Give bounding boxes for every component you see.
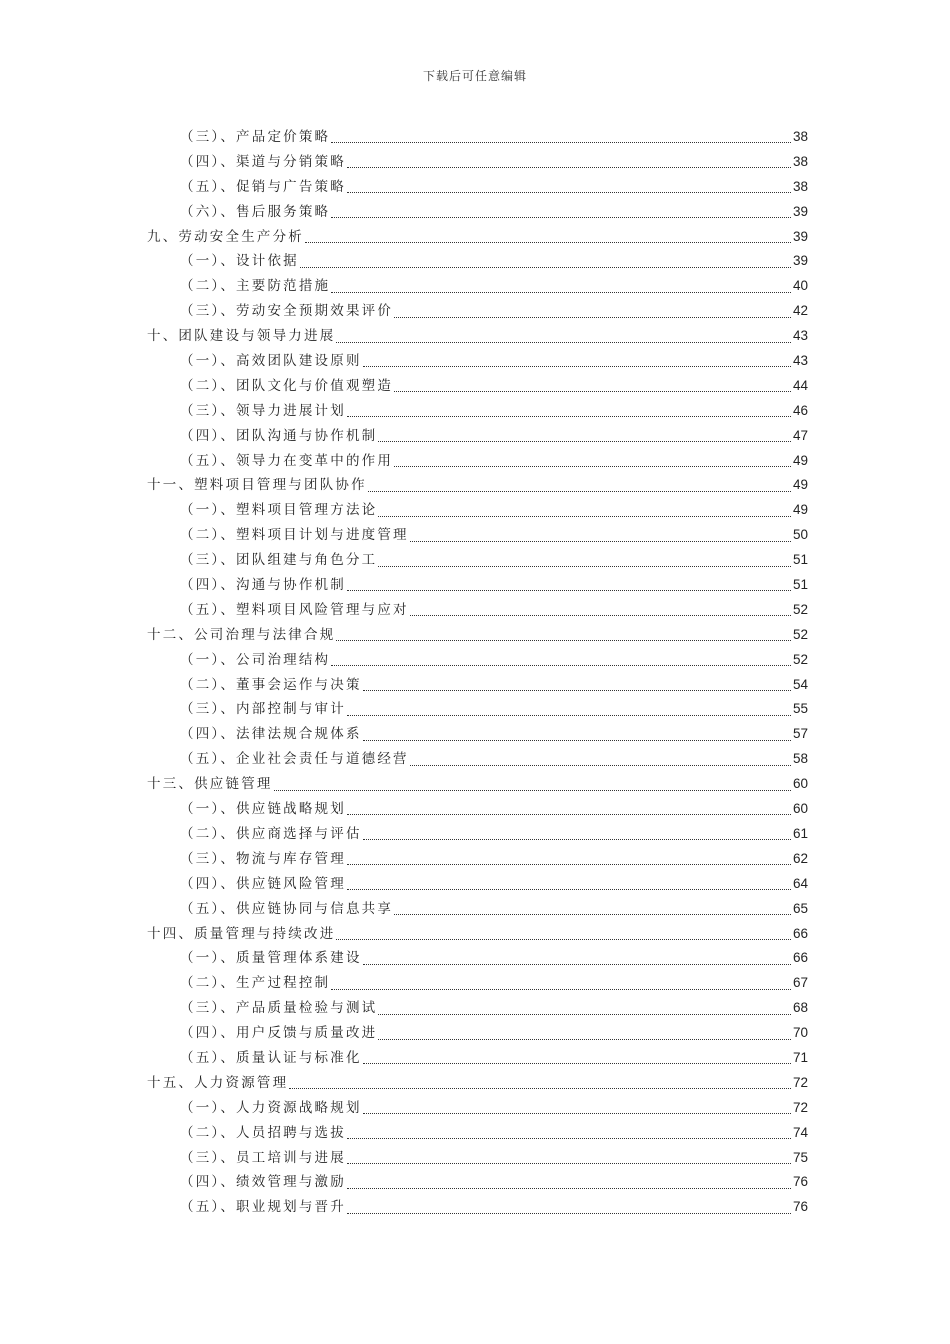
toc-entry-title: （三）、物流与库存管理 — [180, 850, 346, 867]
toc-section-entry[interactable] — [180, 150, 808, 175]
toc-entry-title: （四）、法律法规合规体系 — [180, 726, 362, 743]
toc-entry-title: （四）、绩效管理与激励 — [180, 1174, 346, 1191]
toc-section-entry[interactable] — [180, 498, 808, 523]
toc-dot-leader — [336, 639, 791, 641]
toc-section-entry[interactable] — [180, 648, 808, 673]
toc-entry-title: （二）、团队文化与价值观塑造 — [180, 377, 394, 394]
toc-entry-title: （四）、用户反馈与质量改进 — [180, 1025, 378, 1042]
table-of-contents — [0, 125, 950, 1220]
toc-dot-leader — [336, 938, 791, 940]
toc-entry-title: （一）、设计依据 — [180, 253, 299, 270]
toc-dot-leader — [331, 988, 791, 990]
toc-section-entry[interactable] — [180, 872, 808, 897]
toc-entry-page-number: 72 — [792, 1074, 808, 1090]
toc-section-entry[interactable] — [180, 399, 808, 424]
toc-section-entry[interactable] — [180, 747, 808, 772]
toc-entry-title: （五）、领导力在变革中的作用 — [180, 452, 394, 469]
toc-entry-page-number: 76 — [792, 1199, 808, 1215]
toc-entry-title: （三）、团队组建与角色分工 — [180, 552, 378, 569]
toc-dot-leader — [331, 141, 791, 143]
toc-entry-title: （一）、质量管理体系建设 — [180, 950, 362, 967]
toc-entry-title: 十、团队建设与领导力进展 — [147, 328, 336, 345]
toc-entry-title: （五）、供应链协同与信息共享 — [180, 900, 394, 917]
toc-section-entry[interactable] — [180, 822, 808, 847]
toc-entry-page-number: 51 — [792, 577, 808, 593]
toc-dot-leader — [363, 689, 791, 691]
toc-section-entry[interactable] — [180, 1195, 808, 1220]
toc-dot-leader — [347, 1212, 791, 1214]
toc-chapter-entry[interactable] — [147, 324, 808, 349]
toc-entry-page-number: 55 — [792, 701, 808, 717]
toc-dot-leader — [336, 341, 791, 343]
toc-section-entry[interactable] — [180, 548, 808, 573]
toc-section-entry[interactable] — [180, 573, 808, 598]
toc-dot-leader — [394, 465, 791, 467]
toc-dot-leader — [378, 1038, 791, 1040]
toc-entry-title: （三）、员工培训与进展 — [180, 1149, 346, 1166]
toc-entry-title: （三）、产品定价策略 — [180, 129, 331, 145]
toc-entry-title: （三）、产品质量检验与测试 — [180, 1000, 378, 1017]
toc-entry-title: （二）、董事会运作与决策 — [180, 676, 362, 693]
toc-section-entry[interactable] — [180, 1121, 808, 1146]
toc-entry-title: （一）、人力资源战略规划 — [180, 1099, 362, 1116]
toc-entry-page-number: 64 — [792, 875, 808, 891]
toc-section-entry[interactable] — [180, 349, 808, 374]
toc-section-entry[interactable] — [180, 996, 808, 1021]
toc-entry-page-number: 47 — [792, 427, 808, 443]
toc-entry-page-number: 50 — [792, 527, 808, 543]
toc-section-entry[interactable] — [180, 697, 808, 722]
toc-entry-page-number: 49 — [792, 502, 808, 518]
toc-entry-title: （二）、生产过程控制 — [180, 975, 331, 992]
toc-entry-title: 十四、质量管理与持续改进 — [147, 925, 336, 942]
toc-dot-leader — [368, 490, 791, 492]
toc-entry-page-number: 62 — [792, 850, 808, 866]
toc-section-entry[interactable] — [180, 897, 808, 922]
toc-section-entry[interactable] — [180, 424, 808, 449]
toc-dot-leader — [305, 241, 791, 243]
toc-dot-leader — [347, 589, 791, 591]
toc-chapter-entry[interactable] — [147, 225, 808, 250]
toc-entry-page-number: 52 — [792, 626, 808, 642]
toc-section-entry[interactable] — [180, 673, 808, 698]
toc-dot-leader — [347, 415, 791, 417]
toc-entry-page-number: 39 — [792, 228, 808, 244]
toc-entry-title: （一）、塑料项目管理方法论 — [180, 502, 378, 519]
toc-section-entry[interactable] — [180, 374, 808, 399]
toc-entry-title: （三）、内部控制与审计 — [180, 701, 346, 718]
toc-entry-title: （四）、团队沟通与协作机制 — [180, 427, 378, 444]
toc-entry-title: （五）、塑料项目风险管理与应对 — [180, 601, 409, 618]
toc-chapter-entry[interactable] — [147, 1071, 808, 1096]
toc-entry-title: （二）、塑料项目计划与进度管理 — [180, 527, 409, 544]
toc-entry-page-number: 39 — [792, 253, 808, 269]
toc-chapter-entry[interactable] — [147, 922, 808, 947]
toc-entry-title: 十二、公司治理与法律合规 — [147, 626, 336, 643]
toc-entry-title: （五）、促销与广告策略 — [180, 178, 346, 195]
toc-entry-title: （六）、售后服务策略 — [180, 203, 331, 220]
toc-entry-title: 十一、塑料项目管理与团队协作 — [147, 477, 367, 494]
toc-entry-page-number: 43 — [792, 353, 808, 369]
toc-chapter-entry[interactable] — [147, 623, 808, 648]
toc-dot-leader — [378, 565, 791, 567]
toc-entry-page-number: 38 — [792, 178, 808, 194]
toc-entry-page-number: 61 — [792, 825, 808, 841]
toc-chapter-entry[interactable] — [147, 772, 808, 797]
toc-entry-page-number: 57 — [792, 726, 808, 742]
toc-dot-leader — [347, 714, 791, 716]
toc-dot-leader — [410, 614, 791, 616]
toc-entry-title: （一）、供应链战略规划 — [180, 801, 346, 818]
toc-entry-title: 九、劳动安全生产分析 — [147, 228, 304, 245]
toc-entry-page-number: 67 — [792, 975, 808, 991]
toc-entry-page-number: 38 — [792, 129, 808, 144]
toc-section-entry[interactable] — [180, 598, 808, 623]
toc-entry-title: （五）、职业规划与晋升 — [180, 1199, 346, 1216]
toc-entry-page-number: 54 — [792, 676, 808, 692]
toc-entry-page-number: 76 — [792, 1174, 808, 1190]
toc-entry-page-number: 40 — [792, 278, 808, 294]
toc-dot-leader — [378, 515, 791, 517]
toc-dot-leader — [289, 1087, 791, 1089]
toc-section-entry[interactable] — [180, 797, 808, 822]
toc-entry-title: （四）、沟通与协作机制 — [180, 577, 346, 594]
toc-entry-title: （五）、质量认证与标准化 — [180, 1049, 362, 1066]
toc-entry-page-number: 38 — [792, 153, 808, 169]
toc-entry-page-number: 44 — [792, 377, 808, 393]
toc-section-entry[interactable] — [180, 1021, 808, 1046]
toc-section-entry[interactable] — [180, 971, 808, 996]
toc-section-entry[interactable] — [180, 200, 808, 225]
toc-entry-page-number: 70 — [792, 1025, 808, 1041]
toc-dot-leader — [363, 365, 791, 367]
toc-dot-leader — [378, 440, 791, 442]
toc-entry-title: （五）、企业社会责任与道德经营 — [180, 751, 409, 768]
toc-dot-leader — [347, 1162, 791, 1164]
toc-entry-title: （一）、高效团队建设原则 — [180, 353, 362, 370]
toc-dot-leader — [347, 863, 791, 865]
toc-dot-leader — [394, 316, 791, 318]
toc-entry-page-number: 68 — [792, 1000, 808, 1016]
toc-entry-title: （三）、劳动安全预期效果评价 — [180, 303, 394, 320]
toc-dot-leader — [363, 963, 791, 965]
toc-entry-title: （二）、供应商选择与评估 — [180, 825, 362, 842]
toc-section-entry[interactable] — [180, 1146, 808, 1171]
toc-dot-leader — [331, 291, 791, 293]
toc-entry-title: （二）、主要防范措施 — [180, 278, 331, 295]
toc-chapter-entry[interactable] — [147, 473, 808, 498]
toc-section-entry[interactable] — [180, 1046, 808, 1071]
toc-dot-leader — [410, 764, 791, 766]
toc-entry-title: （四）、渠道与分销策略 — [180, 153, 346, 170]
toc-entry-page-number: 39 — [792, 203, 808, 219]
toc-dot-leader — [363, 1112, 791, 1114]
toc-entry-title: 十五、人力资源管理 — [147, 1074, 289, 1091]
toc-entry-page-number: 52 — [792, 651, 808, 667]
toc-entry-page-number: 75 — [792, 1149, 808, 1165]
toc-dot-leader — [274, 789, 791, 791]
toc-entry-page-number: 65 — [792, 900, 808, 916]
toc-dot-leader — [347, 1187, 791, 1189]
toc-section-entry[interactable] — [180, 125, 808, 150]
toc-section-entry[interactable] — [180, 722, 808, 747]
toc-entry-page-number: 71 — [792, 1049, 808, 1065]
toc-dot-leader — [331, 216, 791, 218]
toc-entry-title: （一）、公司治理结构 — [180, 651, 331, 668]
toc-dot-leader — [347, 888, 791, 890]
toc-dot-leader — [410, 540, 791, 542]
page-header: 下载后可任意编辑 — [422, 69, 527, 83]
toc-section-entry[interactable] — [180, 274, 808, 299]
toc-entry-title: （二）、人员招聘与选拔 — [180, 1124, 346, 1141]
toc-dot-leader — [394, 390, 791, 392]
toc-entry-page-number: 66 — [792, 925, 808, 941]
toc-dot-leader — [347, 191, 791, 193]
toc-dot-leader — [300, 266, 791, 268]
toc-entry-page-number: 43 — [792, 328, 808, 344]
toc-dot-leader — [363, 838, 791, 840]
toc-dot-leader — [378, 1013, 791, 1015]
toc-entry-title: （四）、供应链风险管理 — [180, 875, 346, 892]
toc-entry-page-number: 74 — [792, 1124, 808, 1140]
toc-dot-leader — [394, 913, 791, 915]
toc-entry-page-number: 72 — [792, 1099, 808, 1115]
toc-dot-leader — [363, 739, 791, 741]
toc-section-entry[interactable] — [180, 523, 808, 548]
toc-section-entry[interactable] — [180, 1096, 808, 1121]
toc-entry-page-number: 46 — [792, 402, 808, 418]
toc-entry-page-number: 52 — [792, 601, 808, 617]
toc-section-entry[interactable] — [180, 1170, 808, 1195]
toc-section-entry[interactable] — [180, 299, 808, 324]
toc-section-entry[interactable] — [180, 249, 808, 274]
toc-dot-leader — [347, 1137, 791, 1139]
toc-entry-page-number: 60 — [792, 801, 808, 817]
toc-entry-page-number: 60 — [792, 776, 808, 792]
toc-section-entry[interactable] — [180, 847, 808, 872]
toc-entry-page-number: 49 — [792, 477, 808, 493]
toc-entry-page-number: 58 — [792, 751, 808, 767]
toc-dot-leader — [331, 664, 791, 666]
toc-dot-leader — [363, 1062, 791, 1064]
toc-section-entry[interactable] — [180, 946, 808, 971]
toc-dot-leader — [347, 166, 791, 168]
toc-entry-page-number: 66 — [792, 950, 808, 966]
toc-entry-title: 十三、供应链管理 — [147, 776, 273, 793]
toc-entry-title: （三）、领导力进展计划 — [180, 402, 346, 419]
toc-entry-page-number: 49 — [792, 452, 808, 468]
toc-dot-leader — [347, 813, 791, 815]
toc-section-entry[interactable] — [180, 175, 808, 200]
toc-entry-page-number: 42 — [792, 303, 808, 319]
toc-section-entry[interactable] — [180, 449, 808, 474]
toc-entry-page-number: 51 — [792, 552, 808, 568]
